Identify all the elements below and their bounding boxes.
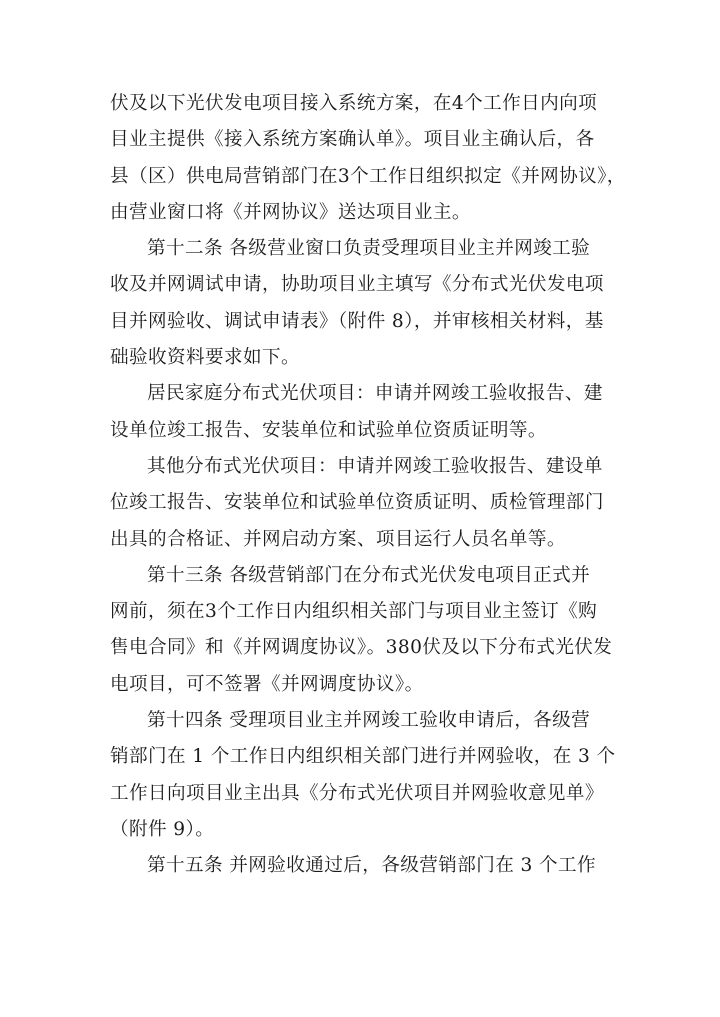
text-line: 位竣工报告、安装单位和试验单位资质证明、质检管理部门 [110, 492, 604, 514]
text-line: 第十三条 各级营销部门在分布式光伏发电项目正式并 [147, 564, 591, 586]
text-line: 销部门在 1 个工作日内组织相关部门进行并网验收，在 3 个 [110, 746, 616, 768]
text-line: 网前，须在3个工作日内组织相关部门与项目业主签订《购 [110, 601, 598, 623]
paragraph-continuation [110, 86, 626, 231]
paragraph-article-13 [110, 558, 612, 703]
text-line: （附件 9）。 [110, 818, 215, 840]
text-line: 出具的合格证、并网启动方案、项目运行人员名单等。 [110, 528, 566, 550]
text-line: 目业主提供《接入系统方案确认单》。项目业主确认后，各 [110, 129, 595, 151]
text-line: 居民家庭分布式光伏项目：申请并网竣工验收报告、建 [147, 383, 603, 405]
paragraph-article-15 [110, 848, 612, 884]
paragraph-article-12 [110, 231, 612, 376]
document-body [110, 86, 626, 885]
text-line: 第十二条 各级营业窗口负责受理项目业主并网竣工验 [147, 238, 591, 260]
paragraph-article-14 [110, 703, 616, 848]
text-line: 础验收资料要求如下。 [110, 347, 300, 369]
text-line: 设单位竣工报告、安装单位和试验单位资质证明等。 [110, 419, 547, 441]
text-line: 伏及以下光伏发电项目接入系统方案，在4个工作日内向项 [110, 93, 598, 114]
text-line: 第十五条 并网验收通过后，各级营销部门在 3 个工作 [147, 855, 597, 877]
text-line: 售电合同》和《并网调度协议》。380伏及以下分布式光伏发 [110, 637, 613, 659]
text-line: 其他分布式光伏项目：申请并网竣工验收报告、建设单 [147, 455, 603, 477]
text-line: 由营业窗口将《并网协议》送达项目业主。 [110, 201, 471, 223]
paragraph-other-projects [110, 449, 612, 558]
paragraph-residential [110, 376, 612, 449]
text-line: 目并网验收、调试申请表》（附件 8），并审核相关材料，基 [110, 310, 604, 332]
text-line: 县（区）供电局营销部门在3个工作日组织拟定《并网协议》， [110, 165, 626, 187]
text-line: 第十四条 受理项目业主并网竣工验收申请后，各级营 [147, 710, 591, 732]
text-line: 收及并网调试申请，协助项目业主填写《分布式光伏发电项 [110, 274, 604, 296]
text-line: 电项目，可不签署《并网调度协议》。 [110, 673, 424, 695]
text-line: 工作日向项目业主出具《分布式光伏项目并网验收意见单》 [110, 782, 604, 804]
